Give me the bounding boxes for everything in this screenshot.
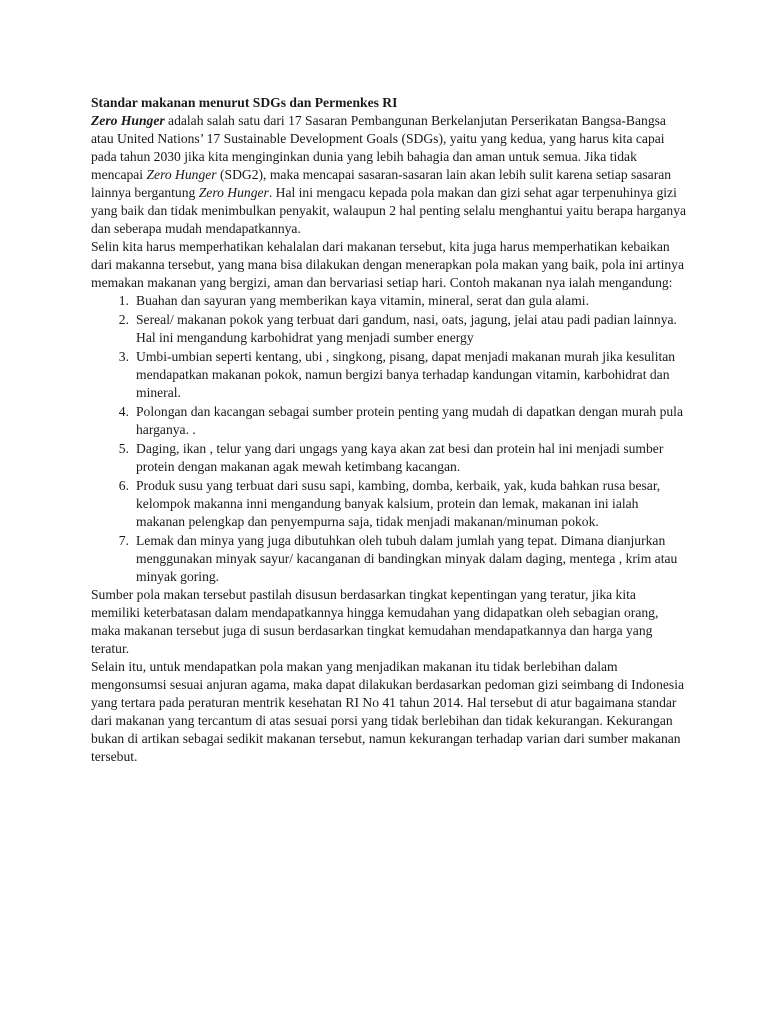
document-body [91, 94, 687, 766]
paragraph-text: . Hal ini mengacu kepada pola makan dan gizi sehat agar terpenuhinya gizi yang baik dan tidak menimbulkan penyakit, walaupun 2 hal penting selalu menghantui yaitu berapa harganya dan seberapa mudah mendapatkannya. [91, 185, 687, 236]
paragraph-text: adalah salah satu dari 17 Sasaran Pembangunan Berkelanjutan Perserikatan Bangsa-Bangsa atau United Nations’ 17 Sustainable Development Goals (SDGs), yaitu yang kedua, yang harus kita capai pada tahun 2030 jika kita menginginkan dunia yang lebih bahagia dan aman untuk semua. Jika tidak mencapai [91, 113, 666, 182]
list-number: 1. [118, 293, 129, 308]
list-text: Daging, ikan , telur yang dari ungags yang kaya akan zat besi dan protein hal ini menjadi sumber protein dengan makanan agak mewah ketimbang kacangan. [136, 441, 664, 474]
list-number: 7. [118, 533, 129, 548]
list-item [91, 532, 687, 586]
paragraph-text: (SDG2), maka mencapai sasaran-sasaran lain akan lebih sulit karena setiap sasaran lainnya bergantung [91, 167, 672, 200]
paragraph-sources: Sumber pola makan tersebut pastilah disusun berdasarkan tingkat kepentingan yang teratur, jika kita memiliki keterbatasan dalam mendapatkannya hingga kemudahan yang didapatkan oleh sebagian orang, maka makanan tersebut juga di susun berdasarkan tingkat kemudahan mendapatkannya dan harga yang teratur. [91, 587, 659, 656]
list-item [91, 292, 687, 310]
list-item [91, 477, 687, 531]
list-text: Umbi-umbian seperti kentang, ubi , singkong, pisang, dapat menjadi makanan murah jika kesulitan mendapatkan makanan pokok, namun bergizi banya terhadap kandungan vitamin, karbohidrat dan mineral. [136, 349, 676, 400]
list-number: 3. [118, 349, 129, 364]
list-number: 4. [118, 404, 129, 419]
list-text: Polongan dan kacangan sebagai sumber protein penting yang mudah di dapatkan dengan murah pula harganya. . [136, 404, 683, 437]
list-text: Sereal/ makanan pokok yang terbuat dari gandum, nasi, oats, jagung, jelai atau padi padian lainnya. Hal ini mengandung karbohidrat yang menjadi sumber energy [136, 312, 677, 345]
zero-hunger-emphasis: Zero Hunger [198, 185, 269, 200]
list-text: Buahan dan sayuran yang memberikan kaya vitamin, mineral, serat dan gula alami. [136, 293, 589, 308]
list-item [91, 403, 687, 439]
paragraph-guidelines: Selain itu, untuk mendapatkan pola makan yang menjadikan makanan itu tidak berlebihan dalam mengonsumsi sesuai anjuran agama, maka dapat dilakukan berdasarkan pedoman gizi seimbang di Indonesia yang tertara pada peraturan mentrik kesehatan RI No 41 tahun 2014. Hal tersebut di atur bagaimana standar dari makanan yang tercantum di atas sesuai porsi yang tidak berlebihan dan tidak kekurangan. Kekurangan bukan di artikan sebagai sedikit makanan tersebut, namun kekurangan terhadap varian dari sumber makanan tersebut. [91, 659, 685, 764]
paragraph-halal: Selin kita harus memperhatikan kehalalan dari makanan tersebut, kita juga harus memperhatikan kebaikan dari makanna tersebut, yang mana bisa dilakukan dengan menerapkan pola makan yang baik, pola ini artinya memakan makanan yang bergizi, aman dan bervariasi setiap hari. Contoh makanan nya ialah mengandung: [91, 239, 685, 290]
list-number: 5. [118, 441, 129, 456]
list-text: Lemak dan minya yang juga dibutuhkan oleh tubuh dalam jumlah yang tepat. Dimana dianjurkan menggunakan minyak sayur/ kacanganan di bandingkan minyak dalam daging, mentega , krim atau minyak goring. [136, 533, 678, 584]
zero-hunger-emphasis: Zero Hunger [146, 167, 217, 182]
food-list [91, 292, 687, 586]
zero-hunger-lead: Zero Hunger [91, 113, 165, 128]
list-number: 6. [118, 478, 129, 493]
list-item [91, 311, 687, 347]
paragraph-zero-hunger [91, 112, 687, 238]
document-title: Standar makanan menurut SDGs dan Permenkes RI [91, 95, 398, 110]
list-text: Produk susu yang terbuat dari susu sapi, kambing, domba, kerbaik, yak, kuda bahkan rusa besar, kelompok makanna inni mengandung banyak kalsium, protein dan lemak, makanan ini ialah makanan pelengkap dan penyempurna saja, tidak menjadi makanan/minuman pokok. [136, 478, 661, 529]
list-item [91, 440, 687, 476]
list-number: 2. [118, 312, 129, 327]
list-item [91, 348, 687, 402]
